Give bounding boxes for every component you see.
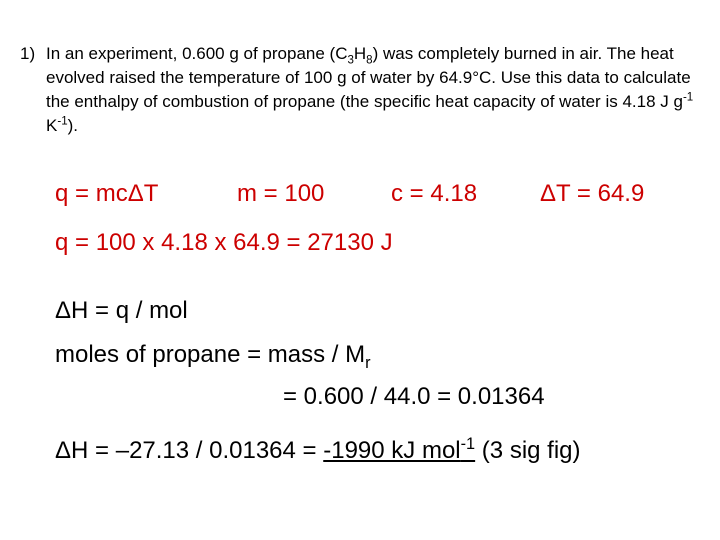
answer-line	[55, 437, 581, 465]
value-delta-t: ΔT = 64.9	[540, 180, 645, 207]
moles-line-1	[55, 341, 371, 372]
superscript: -1	[682, 91, 694, 104]
superscript: -1	[460, 435, 476, 453]
answer-value-text: -1990 kJ mol	[323, 437, 461, 464]
value-m: m = 100	[237, 180, 325, 207]
superscript: -1	[57, 115, 68, 128]
subscript: 3	[347, 54, 354, 67]
answer-value	[323, 437, 475, 464]
question-body	[46, 42, 710, 138]
formula-q: q = mcΔT	[55, 180, 159, 207]
question-part: K	[46, 116, 58, 135]
moles-line-2: = 0.600 / 44.0 = 0.01364	[283, 383, 545, 410]
question-part: In an experiment, 0.600 g of propane (C	[46, 44, 348, 63]
question-part: ).	[67, 116, 79, 135]
subscript-r: r	[365, 353, 371, 372]
question-part: H	[353, 44, 367, 63]
sig-fig-note: (3 sig fig)	[475, 437, 581, 464]
question-part: ) was completely burned in air. The heat evolved raised the temperature of 100 g of water by 64.9°C. Use this data to calculate the enthalpy of combustion of propane (the specific heat capacity of water is 4.18 J g	[46, 44, 691, 111]
given-values-row	[0, 180, 720, 210]
delta-h-definition: ΔH = q / mol	[55, 297, 188, 324]
answer-expression: ΔH = –27.13 / 0.01364 =	[55, 437, 324, 464]
moles-text: moles of propane = mass / M	[55, 341, 366, 368]
subscript: 8	[366, 54, 373, 67]
question-number: 1)	[20, 44, 36, 63]
calc-q-line: q = 100 x 4.18 x 64.9 = 27130 J	[55, 229, 393, 256]
question-text	[20, 42, 710, 138]
value-c: c = 4.18	[391, 180, 478, 207]
